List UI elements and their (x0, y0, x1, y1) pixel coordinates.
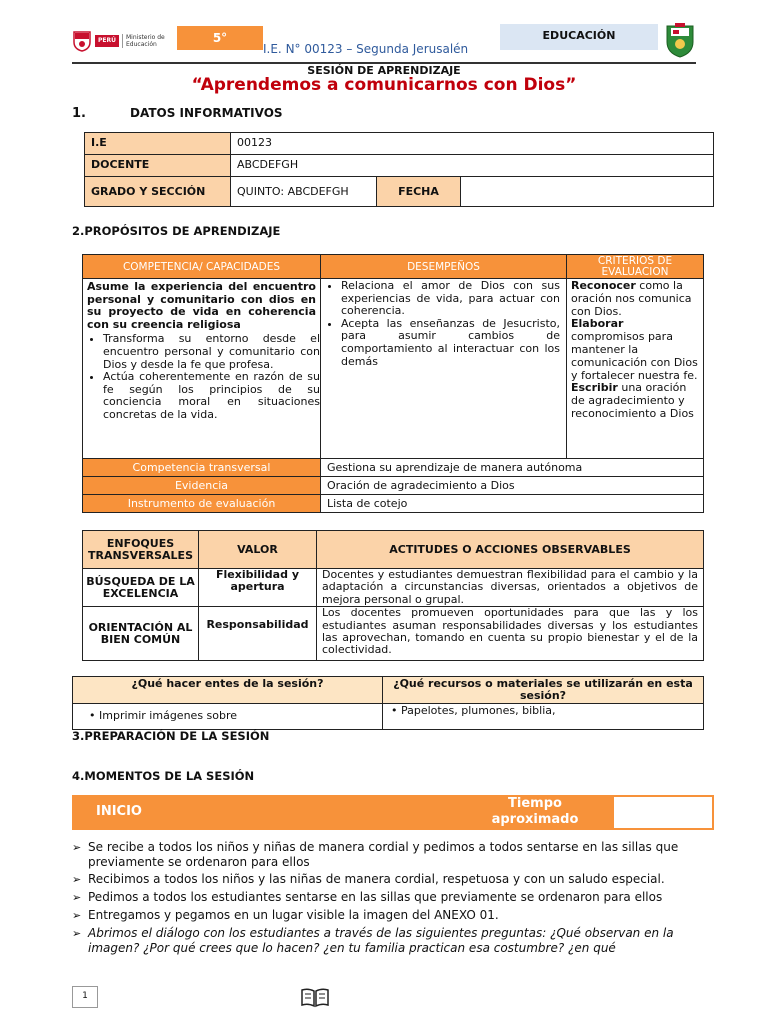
table-row (83, 569, 704, 607)
list-item: ➢ Pedimos a todos los estudiantes sentarse en las sillas que previamente se ordenaron para ellos (72, 890, 663, 904)
table-row (83, 477, 704, 495)
instrumento-label: Instrumento de evaluación (83, 495, 321, 513)
book-icon (300, 986, 330, 1008)
actitud-cell: Docentes y estudiantes demuestran flexibilidad para el cambio y la adaptación a circunstancias diversas, orientados a objetivos de mejora personal o grupal. (317, 569, 704, 607)
recursos-cell: • Papelotes, plumones, biblia, (383, 704, 704, 730)
ie-value: 00123 (231, 133, 714, 155)
hacer-cell: • Imprimir imágenes sobre (73, 704, 383, 730)
ie-label: I.E (85, 133, 231, 155)
table-row (83, 459, 704, 477)
area-label: EDUCACIÓN (500, 24, 658, 50)
page-number: 1 (72, 986, 98, 1008)
table-row (83, 279, 704, 459)
section-1-label: DATOS INFORMATIVOS (130, 106, 283, 120)
logo-ministry-text: Ministerio de Educación (122, 34, 166, 48)
criterios-cell (567, 279, 704, 459)
enfoques-table (82, 530, 704, 661)
header-competencia: COMPETENCIA/ CAPACIDADES (83, 255, 321, 279)
table-row (85, 133, 714, 155)
criterio-2: Elaborar compromisos para mantener la comunicación con Dios y fortalecer nuestra fe. (571, 317, 698, 382)
header-desempenos: DESEMPEÑOS (321, 255, 567, 279)
enfoque-cell: ORIENTACIÓN AL BIEN COMÚN (83, 607, 199, 661)
section-3-heading: 3.PREPARACIÓN DE LA SESIÓN (72, 729, 270, 743)
section-1-number: 1. (72, 106, 86, 121)
inicio-list (72, 840, 712, 958)
logo-peru-text: PERÚ (95, 35, 119, 47)
list-item: ➢ Recibimos a todos los niños y las niñas de manera cordial, respetuosa y con un saludo especial. (72, 872, 665, 886)
list-item: ➢ Abrimos el diálogo con los estudiantes a través de las siguientes preguntas: ¿Qué observan en la imagen? ¿Por qué crees que lo hacen? ¿en tu familia practican esa costumbre? ¿en qué (72, 926, 674, 955)
section-2-heading: 2.PROPÓSITOS DE APRENDIZAJE (72, 224, 281, 238)
grado-value: QUINTO: ABCDEFGH (231, 177, 377, 207)
table-row (83, 495, 704, 513)
valor-cell: Responsabilidad (199, 607, 317, 661)
grade-badge: 5° (177, 26, 263, 50)
page-title: “Aprendemos a comunicarnos con Dios” (191, 75, 577, 95)
transversal-value: Gestiona su aprendizaje de manera autónoma (321, 459, 704, 477)
instrumento-value: Lista de cotejo (321, 495, 704, 513)
propositos-table (82, 254, 704, 513)
competencia-cell (83, 279, 321, 459)
antes-table (72, 676, 704, 730)
header-actitudes: ACTITUDES O ACCIONES OBSERVABLES (317, 531, 704, 569)
fecha-value (461, 177, 714, 207)
inicio-label: INICIO (96, 804, 142, 819)
list-item: • Transforma su entorno desde el encuentro personal y comunitario con Dios y desde la fe que profesa. (103, 333, 320, 371)
evidencia-value: Oración de agradecimiento a Dios (321, 477, 704, 495)
section-4-heading: 4.MOMENTOS DE LA SESIÓN (72, 769, 255, 783)
docente-label: DOCENTE (85, 155, 231, 177)
list-item: ➢ Se recibe a todos los niños y niñas de manera cordial y pedimos a todos sentarse en las sillas que previamente se ordenaron para ellos (72, 840, 679, 869)
table-row (83, 255, 704, 279)
tiempo-value (614, 797, 712, 828)
table-row (83, 607, 704, 661)
table-row (85, 177, 714, 207)
header-valor: VALOR (199, 531, 317, 569)
criterio-1: Reconocer como la oración nos comunica con Dios. (571, 279, 692, 318)
competencia-text: Asume la experiencia del encuentro personal y comunitario con dios en su proyecto de vida en coherencia con su creencia religiosa (87, 280, 316, 331)
header-que-hacer: ¿Qué hacer entes de la sesión? (73, 677, 383, 704)
header-criterios: CRITERIOS DE EVALUACION (567, 255, 704, 279)
grado-label: GRADO Y SECCIÓN (85, 177, 231, 207)
peru-shield-icon (72, 30, 92, 52)
tiempo-label: Tiempo aproximado (491, 796, 579, 827)
valor-cell: Flexibilidad y apertura (199, 569, 317, 607)
table-row (85, 155, 714, 177)
docente-value: ABCDEFGH (231, 155, 714, 177)
evidencia-label: Evidencia (83, 477, 321, 495)
list-item: • Actúa coherentemente en razón de su fe según los principios de su conciencia moral en situaciones concretas de la vida. (103, 371, 320, 421)
transversal-label: Competencia transversal (83, 459, 321, 477)
list-item: • Relaciona el amor de Dios con sus experiencias de vida, para actuar con coherencia. (341, 280, 560, 318)
school-crest-icon (664, 22, 696, 58)
table-row (73, 704, 704, 730)
criterio-3: Escribir una oración de agradecimiento y reconocimiento a Dios (571, 381, 694, 420)
session-label: SESIÓN DE APRENDIZAJE (307, 64, 461, 77)
header-recursos: ¿Qué recursos o materiales se utilizarán en esta sesión? (383, 677, 704, 704)
ministry-logo (72, 28, 172, 54)
list-item: ➢ Entregamos y pegamos en un lugar visible la imagen del ANEXO 01. (72, 908, 499, 922)
actitud-cell: Los docentes promueven oportunidades para que las y los estudiantes asuman responsabilidades diversas y los estudiantes las aprovechan, tomando en cuenta su propio bienestar y el de la colectividad. (317, 607, 704, 661)
section-1-heading (72, 106, 283, 121)
datos-table (84, 132, 714, 207)
table-row (83, 531, 704, 569)
desempenos-list (321, 280, 560, 368)
fecha-label: FECHA (377, 177, 461, 207)
list-item: • Acepta las enseñanzas de Jesucristo, para asumir cambios de comportamiento al interactuar con los demás (341, 318, 560, 368)
enfoque-cell: BÚSQUEDA DE LA EXCELENCIA (83, 569, 199, 607)
header-enfoques: ENFOQUES TRANSVERSALES (83, 531, 199, 569)
table-row (73, 677, 704, 704)
school-name: I.E. N° 00123 – Segunda Jerusalén (263, 42, 469, 56)
capacidades-list (83, 333, 320, 421)
desempenos-cell (321, 279, 567, 459)
